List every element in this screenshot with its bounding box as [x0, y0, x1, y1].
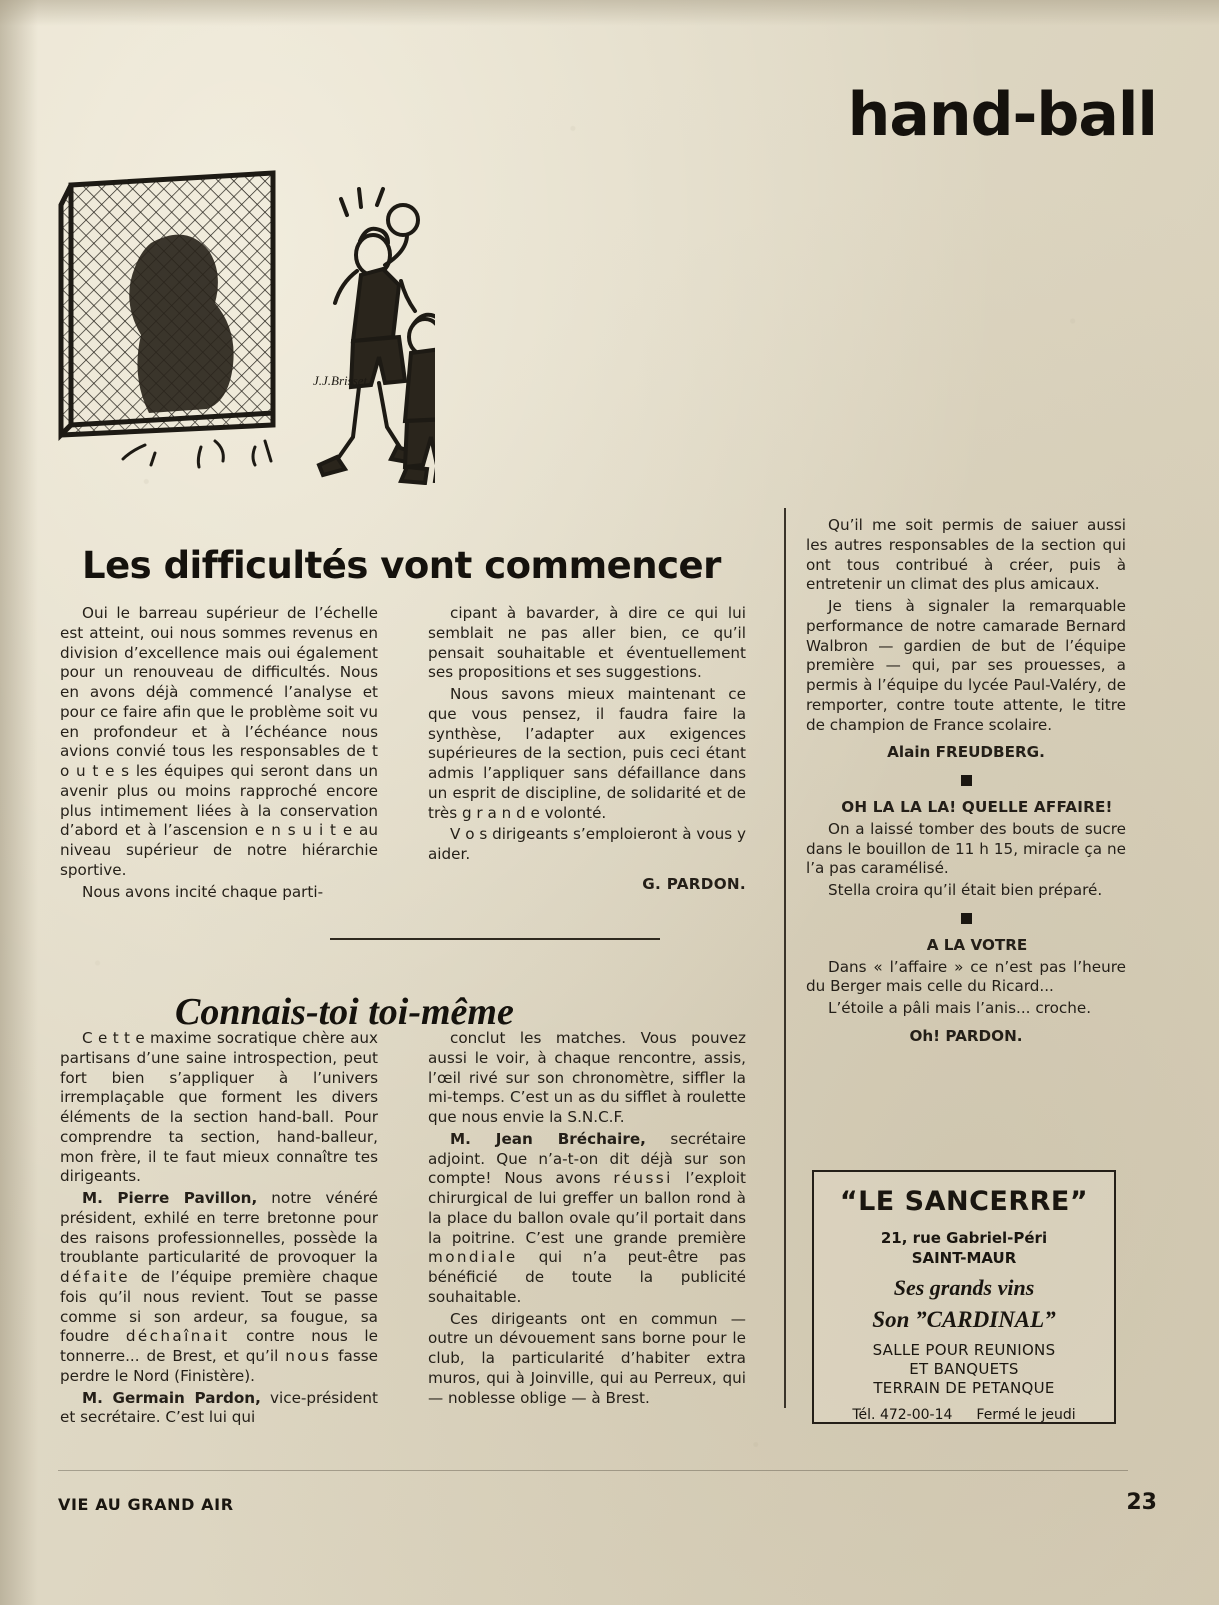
paragraph-rest: vice-président et secrétaire. C’est lui qui — [60, 1388, 378, 1427]
footer-publication-name: VIE AU GRAND AIR — [58, 1495, 234, 1514]
paragraph: Stella croira qu’il était bien préparé. — [828, 881, 1103, 899]
article-2-column-1 — [60, 1029, 378, 1430]
page-edge-shadow-top — [0, 0, 1219, 26]
ad-title: “LE SANCERRE” — [839, 1186, 1089, 1217]
article-1-signature: G. PARDON. — [642, 874, 746, 893]
section-divider-rule — [330, 938, 660, 940]
column-3-subhead-1: OH LA LA LA! QUELLE AFFAIRE! — [841, 798, 1113, 816]
paragraph: Qu’il me soit permis de saiuer aussi les autres responsables de la section qui ont tous contribué à créer, puis à entretenir un climat des plus amicaux. — [806, 516, 1126, 594]
ad-city: SAINT-MAUR — [911, 1249, 1017, 1267]
paragraph: Ces dirigeants ont en commun — outre un dévouement sans borne pour le club, la particularité d’habiter extra muros, qui à Joinville, qui au Perreux, qui — noblesse oblige — à Brest. — [428, 1309, 746, 1407]
ad-cardinal: Son ”CARDINAL” — [872, 1307, 1056, 1332]
paragraph: On a laissé tomber des bouts de sucre dans le bouillon de 11 h 15, miracle ça ne l’a pas caramélisé. — [806, 819, 1126, 878]
article-2-column-2 — [428, 1029, 746, 1410]
column-divider-vertical — [784, 508, 786, 1408]
paragraph: Nous avons incité chaque parti- — [82, 882, 324, 901]
ad-closed-day: Fermé le jeudi — [976, 1407, 1076, 1423]
ad-banquets: ET BANQUETS — [909, 1360, 1019, 1378]
page-edge-shadow-left — [0, 0, 38, 1605]
paragraph: cipant à bavarder, à dire ce qui lui semblait ne pas aller bien, ce qu’il pensait souhaitable et éventuellement ses propositions et ses suggestions. — [428, 604, 746, 682]
person-name: M. Jean Bréchaire, — [450, 1129, 646, 1148]
paragraph: C e t t e maxime socratique chère aux partisans d’une saine introspection, peut fort bien s’appliquer à l’univers irremplaçable que forment les divers éléments de la section hand-ball. Pour comprendre ta section, hand-balleur, mon frère, il te faut mieux connaître tes dirigeants. — [60, 1029, 378, 1186]
ad-phone: Tél. 472-00-14 — [852, 1407, 953, 1423]
paragraph: V o s dirigeants s’emploieront à vous y aider. — [428, 825, 746, 863]
ad-wines: Ses grands vins — [893, 1275, 1035, 1300]
page-number: 23 — [1126, 1490, 1157, 1515]
column-3-signature-2: Oh! PARDON. — [909, 1026, 1023, 1045]
column-3-signature-1: Alain FREUDBERG. — [887, 743, 1045, 762]
square-bullet-icon — [961, 775, 972, 786]
ad-contact-line — [814, 1407, 1114, 1423]
cartoon-signature: J.J.Brisset — [313, 373, 368, 388]
article-1-column-2 — [428, 604, 746, 897]
footer-divider — [58, 1470, 1128, 1471]
paragraph: Dans « l’affaire » ce n’est pas l’heure du Berger mais celle du Ricard... — [806, 957, 1126, 996]
ad-address: 21, rue Gabriel-Péri — [880, 1229, 1048, 1247]
paragraph-with-name — [60, 1389, 378, 1429]
column-3-subhead-2: A LA VOTRE — [926, 935, 1028, 954]
article-2-headline: Connais-toi toi-même — [175, 990, 514, 1033]
paragraph: conclut les matches. Vous pouvez aussi le voir, à chaque rencontre, assis, l’œil rivé sur son chronomètre, siffler la mi-temps. C’est un as du sifflet à roulette que nous envie la S.N.C.F. — [428, 1029, 746, 1126]
paragraph-with-name — [428, 1130, 746, 1308]
article-1-headline: Les difficultés vont commencer — [82, 543, 721, 587]
paragraph: Nous savons mieux maintenant ce que vous pensez, il faudra faire la synthèse, l’adapter aux exigences supérieures de la section, puis ceci étant admis l’appliquer sans défaillance dans un esprit de discipline, de solidarité et de très g r a n d e volonté. — [428, 685, 746, 822]
ad-reunions: SALLE POUR REUNIONS — [872, 1341, 1056, 1359]
page-title: hand-ball — [847, 80, 1157, 150]
square-bullet-icon — [961, 913, 972, 924]
paragraph: Je tiens à signaler la remarquable performance de notre camarade Bernard Walbron — gardien de but de l’équipe première — qui, par ses prouesses, a permis à l’équipe du lycée Paul-Valéry, de remporter, contre toute attente, le titre de champion de France scolaire. — [806, 597, 1126, 734]
paragraph: L’étoile a pâli mais l’anis... croche. — [828, 999, 1092, 1017]
handball-cartoon-illustration — [55, 95, 435, 485]
paragraph-with-name — [60, 1189, 378, 1387]
person-name: M. Pierre Pavillon, — [82, 1189, 258, 1207]
paragraph-rest: secrétaire adjoint. Que n’a-t-on dit déjà sur son compte! Nous avons réussi l’exploit chirurgical de lui greffer un ballon rond à la place du ballon ovale qu’il portait dans la poitrine. C’est une grande première mondiale qui n’a peut-être pas bénéficié de toute la publicité souhaitable. — [428, 1129, 747, 1306]
ad-petanque: TERRAIN DE PETANQUE — [873, 1379, 1055, 1397]
advertisement-le-sancerre[interactable] — [812, 1170, 1116, 1424]
column-3-upper — [806, 516, 1126, 1049]
paragraph: Oui le barreau supérieur de l’échelle est atteint, oui nous sommes revenus en division d’excellence mais oui également pour un renouveau de difficultés. Nous en avons déjà commencé l’analyse et pour ce faire afin que le problème soit vu en profondeur et à l’échéance nous avions convié tous les responsables de t o u t e s les équipes qui seront dans un avenir plus ou moins rapproché encore plus intimement liées à la conservation d’abord et à l’ascension e n s u i t e au niveau supérieur de notre hiérarchie sportive. — [60, 604, 378, 879]
article-1-column-1 — [60, 604, 378, 904]
person-name: M. Germain Pardon, — [82, 1388, 261, 1407]
paragraph-rest: notre vénéré président, exhilé en terre bretonne pour des raisons professionnelles, possède la troublante particularité de provoquer la défaite de l’équipe première chaque fois qu’il nous revient. Tout se passe comme si son ardeur, sa fougue, sa foudre déchaînait contre nous le tonnerre... de Brest, et qu’il nous fasse perdre le Nord (Finistère). — [60, 1189, 378, 1385]
